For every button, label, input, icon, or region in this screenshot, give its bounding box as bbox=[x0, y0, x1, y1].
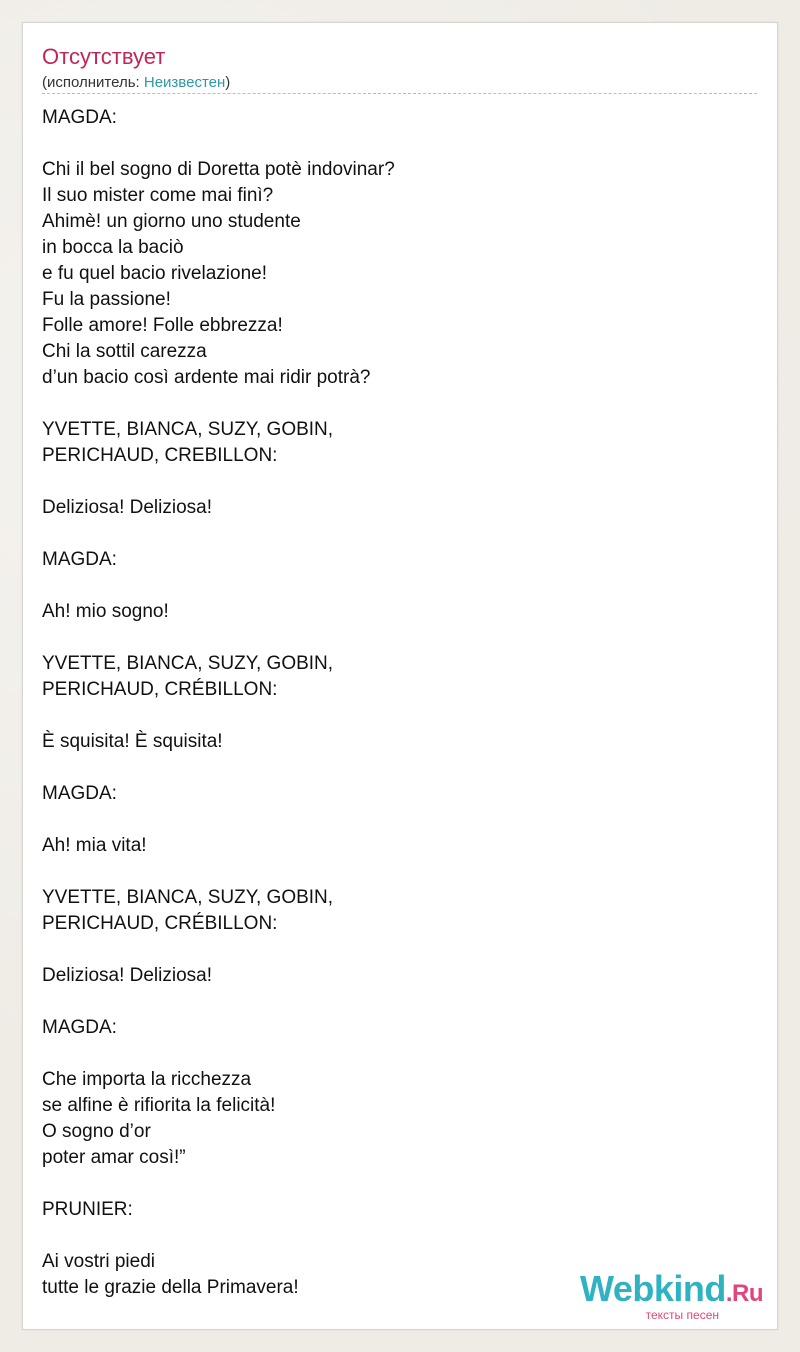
lyric-line bbox=[42, 625, 395, 651]
logo-tagline: тексты песен bbox=[645, 1308, 719, 1322]
lyric-line: PERICHAUD, CRÉBILLON: bbox=[42, 679, 278, 700]
lyric-line: Fu la passione! bbox=[42, 289, 171, 310]
lyric-line: PRUNIER: bbox=[42, 1199, 133, 1220]
lyric-line bbox=[42, 1223, 395, 1249]
lyric-line: Ai vostri piedi bbox=[42, 1251, 155, 1272]
header-divider bbox=[42, 93, 757, 94]
lyric-line: Chi il bel sogno di Doretta potè indovinar? bbox=[42, 159, 395, 180]
lyric-line: PERICHAUD, CREBILLON: bbox=[42, 445, 278, 466]
lyric-line bbox=[42, 131, 395, 157]
lyric-line bbox=[42, 1171, 395, 1197]
lyric-line: PERICHAUD, CRÉBILLON: bbox=[42, 913, 278, 934]
lyric-line: Il suo mister come mai finì? bbox=[42, 185, 274, 206]
lyric-line bbox=[42, 989, 395, 1015]
artist-link[interactable]: Неизвестен bbox=[143, 74, 226, 91]
lyric-line: in bocca la baciò bbox=[42, 237, 184, 258]
lyric-line: È squisita! È squisita! bbox=[42, 731, 223, 752]
lyric-line bbox=[42, 573, 395, 599]
song-title: Отсутствует bbox=[42, 44, 166, 69]
lyrics-body bbox=[42, 105, 395, 1301]
artist-suffix: ) bbox=[225, 74, 231, 91]
lyric-line: Chi la sottil carezza bbox=[42, 341, 207, 362]
lyric-line: Ah! mia vita! bbox=[42, 835, 147, 856]
lyric-line bbox=[42, 521, 395, 547]
lyric-line: e fu quel bacio rivelazione! bbox=[42, 263, 267, 284]
artist-prefix: (исполнитель: bbox=[42, 74, 144, 91]
lyric-line: MAGDA: bbox=[42, 783, 117, 804]
lyric-line: Deliziosa! Deliziosa! bbox=[42, 965, 213, 986]
lyric-line: YVETTE, BIANCA, SUZY, GOBIN, bbox=[42, 887, 334, 908]
lyric-line: O sogno d’or bbox=[42, 1121, 151, 1142]
lyric-line: poter amar così!” bbox=[42, 1147, 186, 1168]
lyric-line: Ahimè! un giorno uno studente bbox=[42, 211, 301, 232]
lyric-line bbox=[42, 703, 395, 729]
lyric-line: YVETTE, BIANCA, SUZY, GOBIN, bbox=[42, 419, 334, 440]
lyric-line bbox=[42, 755, 395, 781]
lyric-line: Folle amore! Folle ebbrezza! bbox=[42, 315, 283, 336]
lyric-line bbox=[42, 937, 395, 963]
lyric-line: se alfine è rifiorita la felicità! bbox=[42, 1095, 276, 1116]
webkind-logo[interactable] bbox=[580, 1270, 763, 1321]
lyric-line: MAGDA: bbox=[42, 549, 117, 570]
lyric-line: tutte le grazie della Primavera! bbox=[42, 1277, 299, 1298]
logo-main-text: Webkind bbox=[579, 1268, 726, 1309]
lyric-line bbox=[42, 859, 395, 885]
lyric-line: YVETTE, BIANCA, SUZY, GOBIN, bbox=[42, 653, 334, 674]
logo-suffix: .Ru bbox=[725, 1280, 763, 1307]
artist-line bbox=[42, 73, 230, 93]
lyric-line: d’un bacio così ardente mai ridir potrà? bbox=[42, 367, 371, 388]
lyric-line: MAGDA: bbox=[42, 1017, 117, 1038]
lyric-line bbox=[42, 469, 395, 495]
lyric-line: Ah! mio sogno! bbox=[42, 601, 169, 622]
lyric-line: MAGDA: bbox=[42, 107, 117, 128]
lyric-line bbox=[42, 807, 395, 833]
lyrics-card bbox=[22, 22, 778, 1330]
lyric-line bbox=[42, 1041, 395, 1067]
lyric-line: Deliziosa! Deliziosa! bbox=[42, 497, 213, 518]
lyric-line: Che importa la ricchezza bbox=[42, 1069, 252, 1090]
lyric-line bbox=[42, 391, 395, 417]
